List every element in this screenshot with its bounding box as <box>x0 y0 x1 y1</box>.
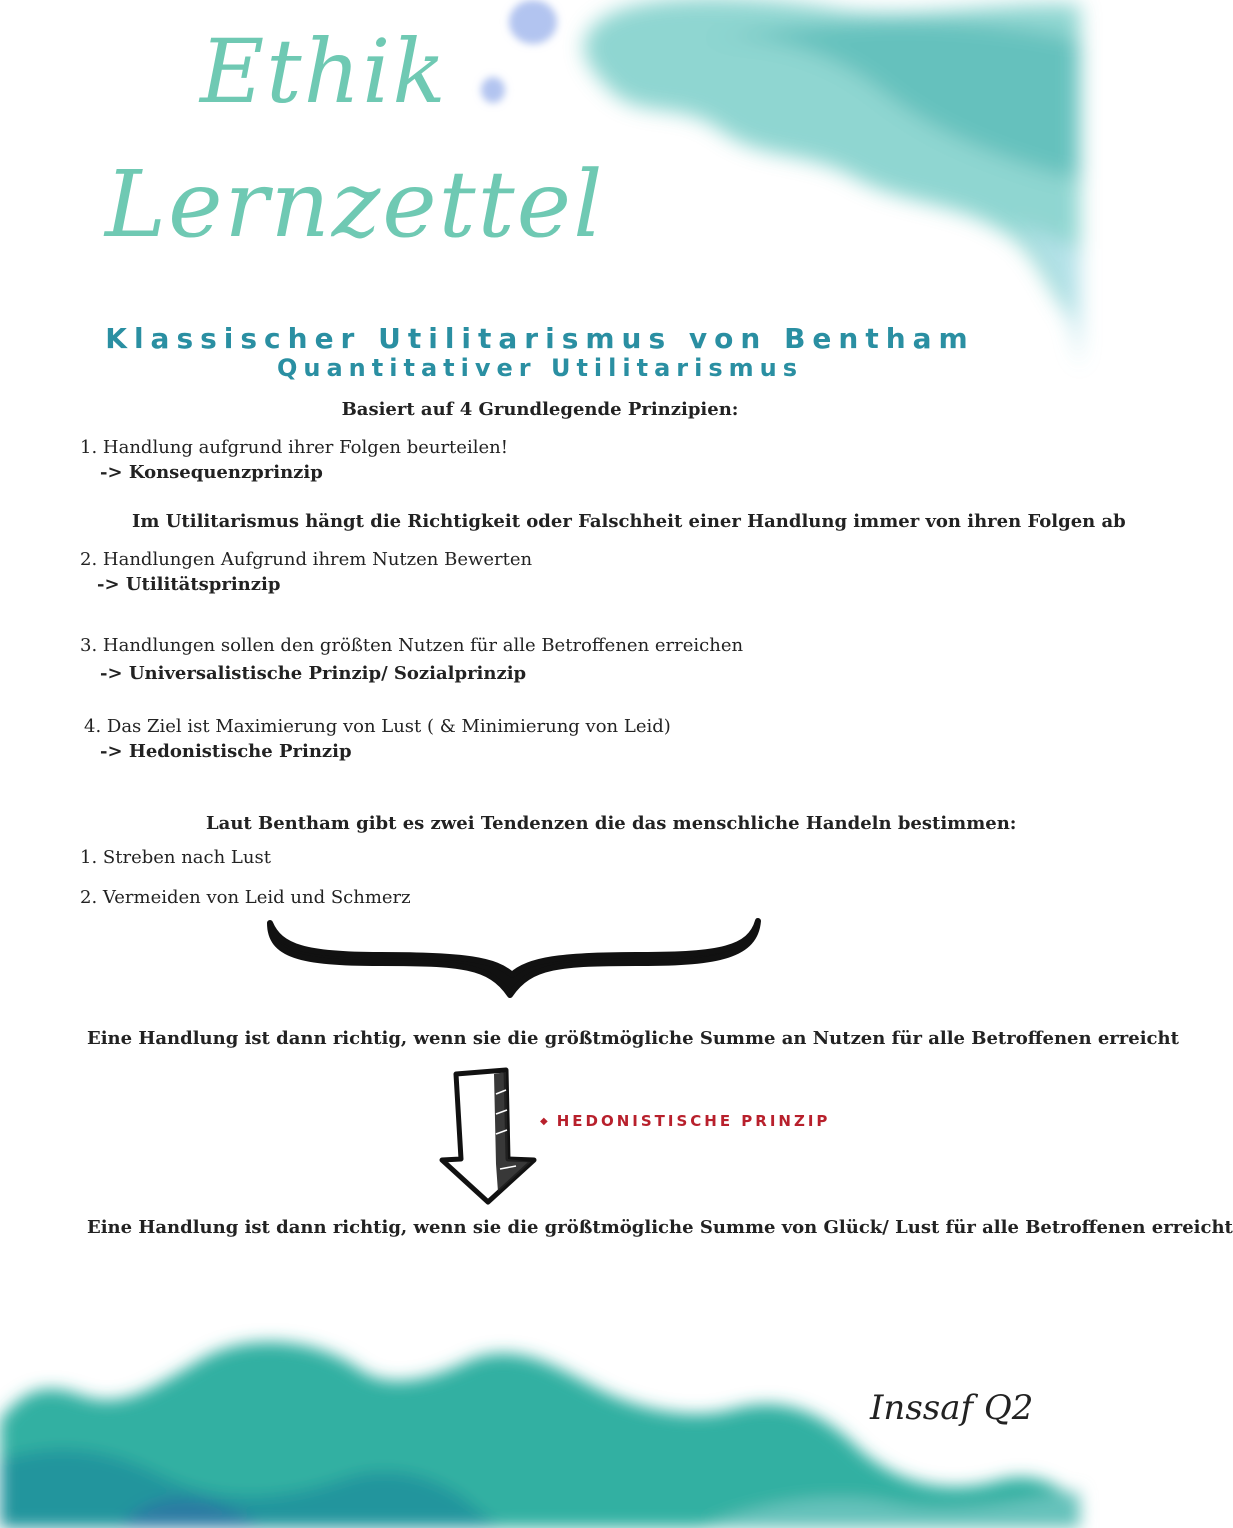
principle-3-name: -> Universalistische Prinzip/ Sozialprinzip <box>100 663 527 684</box>
tendency-2: 2. Vermeiden von Leid und Schmerz <box>80 887 411 908</box>
signature: Inssaf Q2 <box>870 1388 1034 1428</box>
principle-3-text: 3. Handlungen sollen den größten Nutzen für alle Betroffenen erreichen <box>80 635 744 656</box>
principle-1-name: -> Konsequenzprinzip <box>100 462 323 483</box>
curly-brace-icon <box>260 915 770 1005</box>
principle-4-text: 4. Das Ziel ist Maximierung von Lust ( & Minimierung von Leid) <box>84 716 671 737</box>
arrow-label-text: HEDONISTISCHE PRINZIP <box>556 1112 831 1130</box>
down-arrow-icon <box>436 1064 542 1208</box>
principle-4-name: -> Hedonistische Prinzip <box>100 741 352 762</box>
arrow-label <box>540 1112 830 1130</box>
principles-heading: Basiert auf 4 Grundlegende Prinzipien: <box>341 399 739 420</box>
tendencies-heading: Laut Bentham gibt es zwei Tendenzen die das menschliche Handeln bestimmen: <box>206 813 1017 834</box>
sub-title: Quantitativer Utilitarismus <box>277 354 803 382</box>
handwritten-title-line1: Ethik <box>200 20 448 123</box>
principle-2-text: 2. Handlungen Aufgrund ihrem Nutzen Bewerten <box>80 549 533 570</box>
bullet-icon: ◆ <box>540 1116 551 1127</box>
handwritten-title-line2: Lernzettel <box>105 151 605 258</box>
conclusion-statement-2: Eine Handlung ist dann richtig, wenn sie die größtmögliche Summe von Glück/ Lust für alle Betroffenen erreicht <box>87 1217 1233 1238</box>
principle-1-text: 1. Handlung aufgrund ihrer Folgen beurteilen! <box>80 437 508 458</box>
principle-2-name: -> Utilitätsprinzip <box>97 574 281 595</box>
principles-note: Im Utilitarismus hängt die Richtigkeit oder Falschheit einer Handlung immer von ihren Folgen ab <box>132 511 1126 532</box>
conclusion-statement-1: Eine Handlung ist dann richtig, wenn sie die größtmögliche Summe an Nutzen für alle Betroffenen erreicht <box>87 1028 1179 1049</box>
tendency-1: 1. Streben nach Lust <box>80 847 271 868</box>
main-title: Klassischer Utilitarismus von Bentham <box>105 322 975 355</box>
